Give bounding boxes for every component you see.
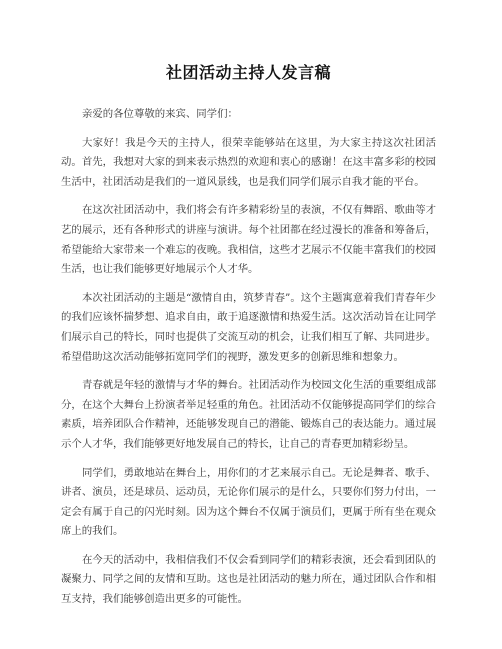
paragraph-3: 本次社团活动的主题是“激情自由，筑梦青春”。这个主题寓意着我们青春年少的我们应该怀揣梦想、追求自由，敢于追逐激情和热爱生活。这次活动旨在让同学们展示自己的特长，同时也提供了交流互动的机会，让我们相互了解、共同进步。希望借助这次活动能够拓宽同学们的视野，激发更多的创新思维和想象力。 <box>61 291 436 363</box>
paragraph-4: 青春就是年轻的激情与才华的舞台。社团活动作为校园文化生活的重要组成部分，在这个大舞台上扮演者举足轻重的角色。社团活动不仅能够提高同学们的综合素质，培养团队合作精神，还能够发现自己的潜能、锻炼自己的表达能力。通过展示个人才华，我们能够更好地发展自己的特长，让自己的青春更加精彩纷呈。 <box>61 379 436 450</box>
salutation: 亲爱的各位尊敬的来宾、同学们： <box>82 108 238 120</box>
paragraph-2: 在这次社团活动中，我们将会有许多精彩纷呈的表演，不仅有舞蹈、歌曲等才艺的展示，还有各种形式的讲座与演讲。每个社团都在经过漫长的准备和筹备后，希望能给大家带来一个难忘的夜晚。我相信，这些才艺展示不仅能丰富我们的校园生活，也让我们能够更好地展示个人才华。 <box>61 204 436 276</box>
document-title: 社团活动主持人发言稿 <box>165 63 331 82</box>
paragraph-1: 大家好！我是今天的主持人，很荣幸能够站在这里，为大家主持这次社团活动。首先，我想对大家的到来表示热烈的欢迎和衷心的感谢！在这丰富多彩的校园生活中，社团活动是我们的一道风景线，也是我们同学们展示自我才能的平台。 <box>61 136 436 188</box>
paragraph-6: 在今天的活动中，我相信我们不仅会看到同学们的精彩表演，还会看到团队的凝聚力、同学之间的友情和互助。这也是社团活动的魅力所在，通过团队合作和相互支持，我们能够创造出更多的可能性。 <box>61 553 436 606</box>
paragraph-5: 同学们，勇敢地站在舞台上，用你们的才艺来展示自己。无论是舞者、歌手、讲者、演员，还是球员、运动员，无论你们展示的是什么，只要你们努力付出，一定会有属于自己的闪光时刻。因为这个舞台不仅属于演员们，更属于所有坐在观众席上的我们。 <box>61 466 436 538</box>
